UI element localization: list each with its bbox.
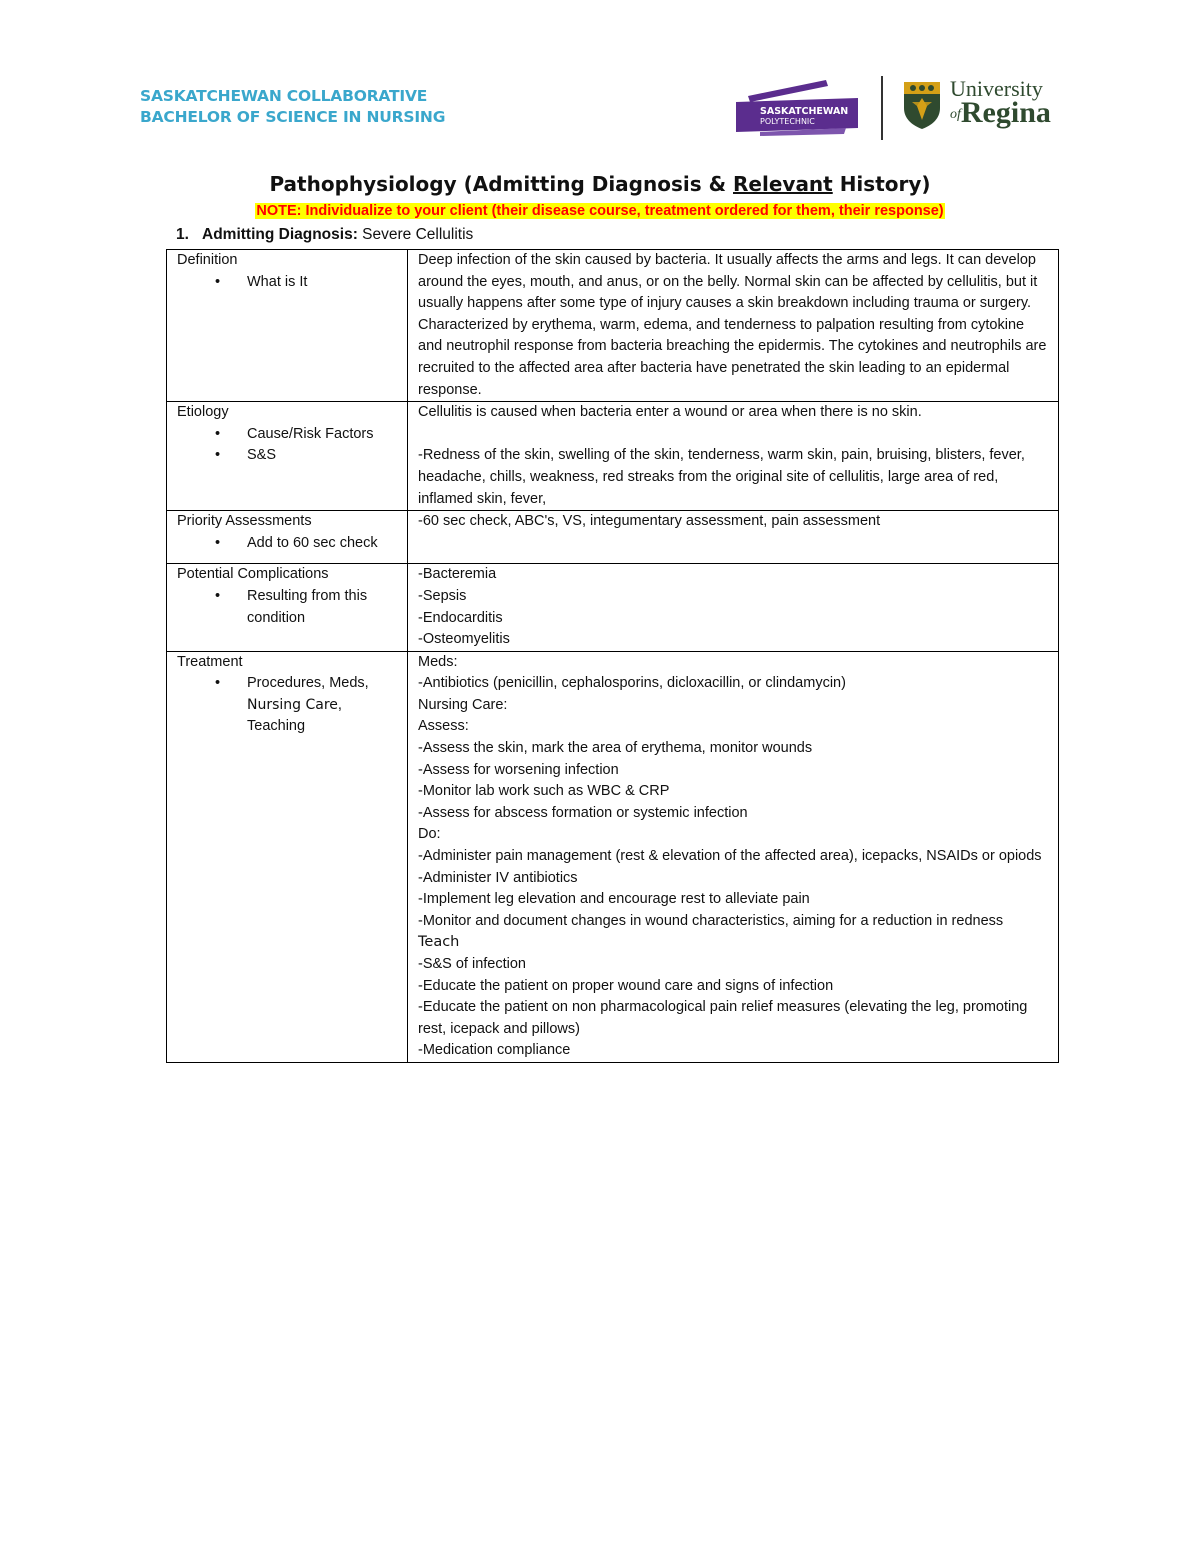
individualize-note <box>0 202 1200 220</box>
bullet-text-part2: , Teaching <box>247 696 342 735</box>
list-item: -Medication compliance <box>418 1042 571 1059</box>
bullet-item <box>215 445 397 467</box>
list-item: -Assess for worsening infection <box>418 761 619 778</box>
do-heading: Do: <box>418 826 441 843</box>
section-number: 1. <box>176 226 189 243</box>
row-label: Priority Assessments <box>177 513 312 530</box>
list-item: -Antibiotics (penicillin, cephalosporins, dicloxacillin, or clindamycin) <box>418 675 846 692</box>
bullet-icon: • <box>215 273 221 290</box>
list-item: -Educate the patient on proper wound care and signs of infection <box>418 977 834 994</box>
polytechnic-logo-text-1: SASKATCHEWAN <box>760 106 849 117</box>
bullet-item <box>215 673 397 738</box>
title-part2: History) <box>832 172 931 196</box>
bullet-icon: • <box>215 447 221 464</box>
row-label: Definition <box>177 252 238 268</box>
meds-heading: Meds: <box>418 653 458 670</box>
title-underlined-word: Relevant <box>733 172 833 196</box>
bullet-item <box>215 424 397 446</box>
of-word: of <box>950 107 961 123</box>
row-label: Treatment <box>177 653 243 670</box>
list-item: -Sepsis <box>418 587 467 604</box>
definition-label-cell <box>167 250 408 402</box>
bullet-icon: • <box>215 425 221 442</box>
table-row-priority-assessments <box>167 511 1059 564</box>
definition-text: Deep infection of the skin caused by bacteria. It usually affects the arms and legs. It can develop around the eyes, mouth, and anus, or on the belly. Normal skin can be affected by cellulitis, but it usually happens after some type of injury causes a skin breakdown including trauma or surgery. Characterized by erythema, warm, edema, and tenderness to palpation resulting from cytokine and neutrophil response from bacteria breaching the epidermis. The cytokines and neutrophils are recruited to the affected area after bacteria have penetrated the skin leading to an epidermal response. <box>418 252 1047 398</box>
list-item: -Osteomyelitis <box>418 631 510 648</box>
list-item: -S&S of infection <box>418 956 526 972</box>
etiology-content-cell <box>408 402 1059 511</box>
list-item: -Educate the patient on non pharmacological pain relief measures (elevating the leg, promoting rest, icepack and pillows) <box>418 999 1028 1037</box>
bullet-item <box>215 586 397 629</box>
treatment-content-cell <box>408 651 1059 1062</box>
etiology-signs-text: -Redness of the skin, swelling of the skin, tenderness, warm skin, pain, bruising, blisters, fever, headache, chills, weakness, red streaks from the original site of cellulitis, large area of red, inflamed skin, fever, <box>418 447 1025 507</box>
priority-text: -60 sec check, ABC's, VS, integumentary assessment, pain assessment <box>418 513 881 530</box>
university-of-regina-crest-icon <box>902 80 942 130</box>
logo-divider <box>881 76 883 140</box>
partner-logos <box>736 72 1066 142</box>
complications-label-cell <box>167 564 408 651</box>
priority-content-cell <box>408 511 1059 564</box>
list-item: -Monitor lab work such as WBC & CRP <box>418 783 670 800</box>
section-heading <box>176 226 473 244</box>
complications-content-cell <box>408 564 1059 651</box>
list-item: -Monitor and document changes in wound characteristics, aiming for a reduction in redness <box>418 912 1004 929</box>
list-item: -Administer pain management (rest & elevation of the affected area), icepacks, NSAIDs or opiods <box>418 848 1042 865</box>
nursing-care-heading: Nursing Care: <box>418 696 508 713</box>
priority-label-cell <box>167 511 408 564</box>
bullet-text: Resulting from this condition <box>247 587 368 626</box>
section-label: Admitting Diagnosis: <box>202 226 358 243</box>
bullet-item <box>215 533 397 555</box>
table-row-definition <box>167 250 1059 402</box>
bullet-item <box>215 272 397 294</box>
teach-heading: Teach <box>418 934 460 951</box>
table-row-treatment <box>167 651 1059 1062</box>
pathophysiology-table <box>166 249 1059 1063</box>
section-value: Severe Cellulitis <box>357 226 474 243</box>
bullet-text: Add to 60 sec check <box>247 534 378 551</box>
program-title <box>140 86 445 128</box>
document-title <box>0 172 1200 196</box>
row-label: Etiology <box>177 404 229 421</box>
bullet-nursing-care: Nursing Care <box>247 696 338 713</box>
list-item: -Implement leg elevation and encourage rest to alleviate pain <box>418 891 810 908</box>
bullet-text: Cause/Risk Factors <box>247 425 374 442</box>
bullet-text <box>247 673 387 738</box>
title-part1: Pathophysiology (Admitting Diagnosis & <box>269 172 734 196</box>
university-of-regina-wordmark <box>950 78 1051 128</box>
list-item: -Endocarditis <box>418 609 503 626</box>
note-text: NOTE: Individualize to your client (their disease course, treatment ordered for them, their response) <box>256 203 944 219</box>
polytechnic-logo-text-2: POLYTECHNIC <box>760 117 815 126</box>
table-row-potential-complications <box>167 564 1059 651</box>
bullet-icon: • <box>215 534 221 551</box>
regina-word: Regina <box>960 96 1051 129</box>
assess-heading: Assess: <box>418 718 469 735</box>
bullet-text: S&S <box>247 447 277 464</box>
university-word: University <box>950 76 1043 101</box>
bullet-text: What is It <box>247 273 308 290</box>
etiology-cause-text: Cellulitis is caused when bacteria enter a wound or area when there is no skin. <box>418 404 922 421</box>
bullet-text-part1: Procedures, Meds, <box>247 675 369 692</box>
row-label: Potential Complications <box>177 566 329 583</box>
bullet-icon: • <box>215 587 221 604</box>
list-item: -Bacteremia <box>418 566 497 583</box>
etiology-label-cell <box>167 402 408 511</box>
program-title-line2: BACHELOR OF SCIENCE IN NURSING <box>140 108 446 126</box>
list-item: -Administer IV antibiotics <box>418 869 578 886</box>
saskatchewan-polytechnic-logo <box>736 76 860 136</box>
program-title-line1: SASKATCHEWAN COLLABORATIVE <box>140 87 428 105</box>
treatment-label-cell <box>167 651 408 1062</box>
bullet-icon: • <box>215 675 221 692</box>
list-item: -Assess for abscess formation or systemic infection <box>418 804 748 821</box>
list-item: -Assess the skin, mark the area of erythema, monitor wounds <box>418 740 813 757</box>
definition-content-cell <box>408 250 1059 402</box>
table-row-etiology <box>167 402 1059 511</box>
